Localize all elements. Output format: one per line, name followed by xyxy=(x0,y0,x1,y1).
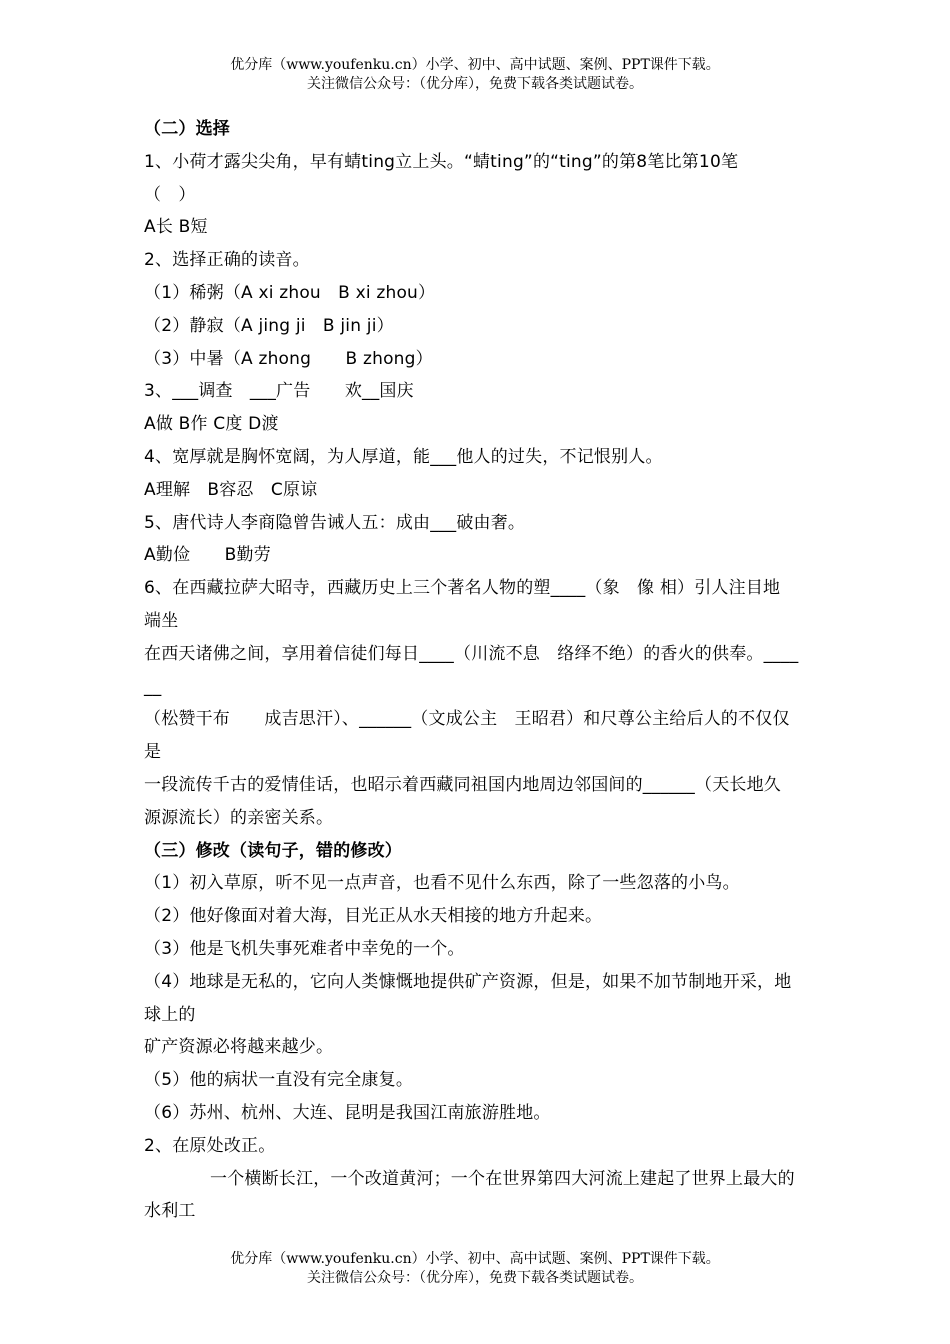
footer-line-1: 优分库（www.youfenku.cn）小学、初中、高中试题、案例、PPT课件下载。 xyxy=(230,1251,720,1267)
revise-item-4-line-2: 球上的 xyxy=(144,1004,196,1025)
revise-item-4-line-3: 矿产资源必将越来越少。 xyxy=(144,1037,334,1058)
question-2-item-3: （3）中暑（A zhong B zhong） xyxy=(144,348,433,369)
question-1-blank: （ ） xyxy=(144,184,196,205)
question-3: 3、___调查 ___广告 欢__国庆 xyxy=(144,381,414,402)
question-2-item-1: （1）稀粥（A xi zhou B xi zhou） xyxy=(144,282,436,303)
question-6-line-7: 一段流传千古的爱情佳话，也昭示着西藏同祖国内地周边邻国间的______（天长地久 xyxy=(144,774,781,795)
revise-item-6: （6）苏州、杭州、大连、昆明是我国江南旅游胜地。 xyxy=(144,1102,551,1123)
question-6-line-4: __ xyxy=(144,676,162,697)
question-6-line-8: 源源流长）的亲密关系。 xyxy=(144,807,334,828)
correction-heading: 2、在原处改正。 xyxy=(144,1135,276,1156)
question-2-item-2: （2）静寂（A jing ji B jin ji） xyxy=(144,315,394,336)
revise-item-2: （2）他好像面对着大海，目光正从水天相接的地方升起来。 xyxy=(144,906,603,927)
correction-paragraph-line-1: 一个横断长江，一个改道黄河；一个在世界第四大河流上建起了世界上最大的 xyxy=(210,1168,795,1189)
page-header xyxy=(0,56,950,94)
question-6-line-3: 在西天诸佛之间，享用着信徒们每日____（川流不息 络绎不绝）的香火的供奉。____ xyxy=(144,643,799,664)
question-6-line-5: （松赞干布 成吉思汗）、______（文成公主 王昭君）和尺尊公主给后人的不仅仅 xyxy=(144,709,790,730)
footer-line-2: 关注微信公众号：（优分库），免费下载各类试题试卷。 xyxy=(307,1270,643,1286)
question-3-options: A做 B作 C度 D渡 xyxy=(144,414,279,435)
revise-item-3: （3）他是飞机失事死难者中幸免的一个。 xyxy=(144,938,465,959)
document-body xyxy=(144,113,866,1228)
header-line-2: 关注微信公众号：（优分库），免费下载各类试题试卷。 xyxy=(307,76,643,92)
question-4: 4、宽厚就是胸怀宽阔，为人厚道，能___他人的过失，不记恨别人。 xyxy=(144,446,663,467)
revise-item-1: （1）初入草原，听不见一点声音，也看不见什么东西，除了一些忽落的小鸟。 xyxy=(144,873,740,894)
question-5-options: A勤俭 B勤劳 xyxy=(144,545,271,566)
question-4-options: A理解 B容忍 C原谅 xyxy=(144,479,318,500)
question-5: 5、唐代诗人李商隐曾告诫人五：成由___破由奢。 xyxy=(144,512,526,533)
header-line-1: 优分库（www.youfenku.cn）小学、初中、高中试题、案例、PPT课件下载。 xyxy=(230,57,720,73)
correction-paragraph-line-2: 水利工 xyxy=(144,1201,196,1222)
question-2: 2、选择正确的读音。 xyxy=(144,250,310,271)
question-6-line-2: 端坐 xyxy=(144,610,179,631)
section-heading-choice: （二）选择 xyxy=(144,119,230,139)
question-6-line-1: 6、在西藏拉萨大昭寺，西藏历史上三个著名人物的塑____（象 像 相）引人注目地 xyxy=(144,578,781,599)
revise-item-5: （5）他的病状一直没有完全康复。 xyxy=(144,1070,414,1091)
section-heading-revise: （三）修改（读句子，错的修改） xyxy=(144,840,402,861)
question-1-options: A长 B短 xyxy=(144,217,208,238)
revise-item-4-line-1: （4）地球是无私的，它向人类慷慨地提供矿产资源，但是，如果不加节制地开采，地 xyxy=(144,971,792,992)
page-footer xyxy=(0,1250,950,1288)
question-1: 1、小荷才露尖尖角，早有蜻ting立上头。“蜻ting”的“ting”的第8笔比第10笔 xyxy=(144,151,739,172)
question-6-line-6: 是 xyxy=(144,742,162,763)
